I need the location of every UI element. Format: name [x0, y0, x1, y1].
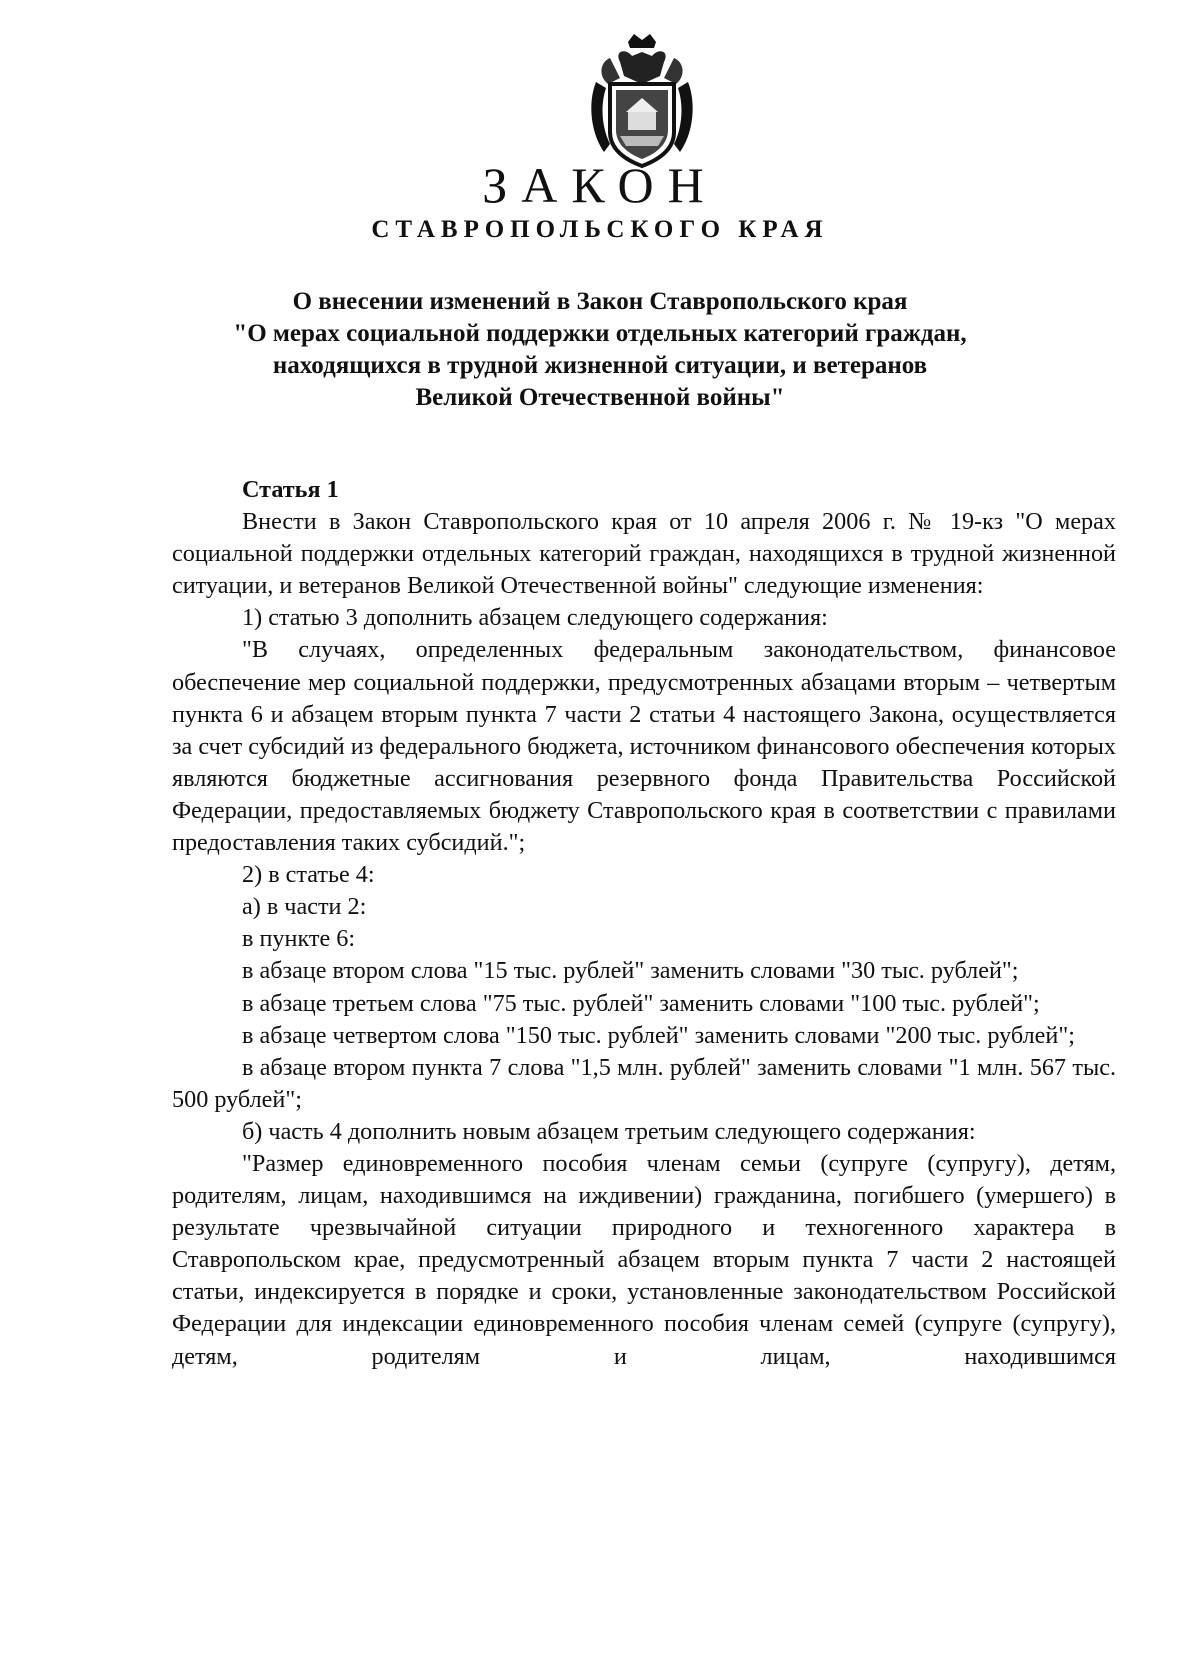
heading-line: О внесении изменений в Закон Ставропольского края: [292, 288, 908, 315]
paragraph: 1) статью 3 дополнить абзацем следующего содержания:: [242, 604, 828, 632]
paragraph: в абзаце третьем слова "75 тыс. рублей" заменить словами "100 тыс. рублей";: [242, 989, 1040, 1017]
paragraph: б) часть 4 дополнить новым абзацем третьим следующего содержания:: [242, 1117, 976, 1145]
coat-of-arms-icon: [580, 32, 704, 170]
document-body: [172, 474, 1116, 1373]
paragraph: в абзаце втором слова "15 тыс. рублей" заменить словами "30 тыс. рублей";: [242, 957, 1019, 985]
heading-line: находящихся в трудной жизненной ситуации, и ветеранов: [272, 352, 928, 379]
document-title: ЗАКОН: [482, 157, 718, 213]
paragraph: в абзаце четвертом слова "150 тыс. рублей" заменить словами "200 тыс. рублей";: [242, 1021, 1075, 1049]
article-title: Статья 1: [242, 476, 339, 503]
paragraph: "В случаях, определенных федеральным законодательством, финансовое обеспечение мер социальной поддержки, предусмотренных абзацами вторым – четвертым пункта 6 и абзацем вторым пункта 7 части 2 статьи 4 настоящего Закона, осуществляется за счет субсидий из федерального бюджета, источником финансового обеспечения которых являются бюджетные ассигнования резервного фонда Правительства Российской Федерации, предоставляемых бюджету Ставропольского края в соответствии с правилами предоставления таких субсидий.";: [172, 636, 1116, 857]
paragraph: 2) в статье 4:: [242, 861, 375, 889]
heading-line: Великой Отечественной войны": [415, 384, 785, 411]
document-subtitle: СТАВРОПОЛЬСКОГО КРАЯ: [371, 216, 829, 243]
law-heading: [0, 286, 1200, 414]
heading-line: "О мерах социальной поддержки отдельных категорий граждан,: [233, 320, 967, 347]
paragraph: в абзаце втором пункта 7 слова "1,5 млн. рублей" заменить словами "1 млн. 567 тыс. 500 рублей";: [172, 1053, 1116, 1113]
paragraph: "Размер единовременного пособия членам семьи (супруге (супругу), детям, родителям, лицам, находившимся на иждивении) гражданина, погибшего (умершего) в результате чрезвычайной ситуации природного и техногенного характера в Ставропольском крае, предусмотренный абзацем вторым пункта 7 части 2 настоящей статьи, индексируется в порядке и сроки, установленные законодательством Российской Федерации для индексации единовременного пособия членам семей (супруге (супругу), детям, родителям и лицам, находившимся: [172, 1149, 1116, 1370]
paragraph: а) в части 2:: [242, 893, 367, 921]
paragraph: Внести в Закон Ставропольского края от 10 апреля 2006 г. № 19-кз "О мерах социальной поддержки отдельных категорий граждан, находящихся в трудной жизненной ситуации, и ветеранов Великой Отечественной войны" следующие изменения:: [172, 508, 1116, 600]
paragraph: в пункте 6:: [242, 925, 356, 953]
